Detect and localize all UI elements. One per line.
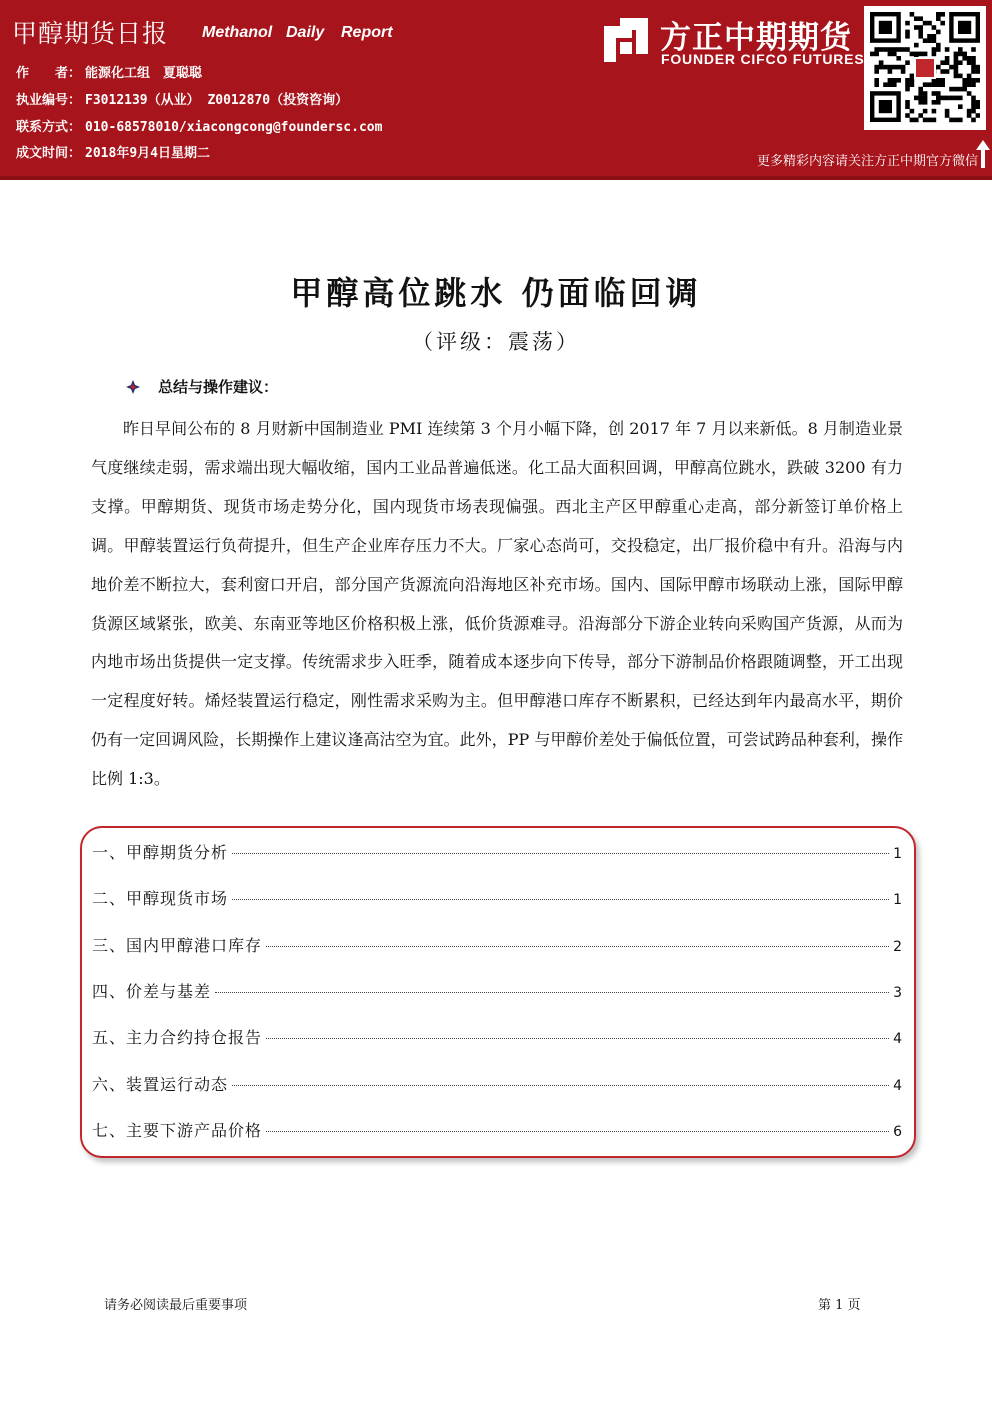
- toc-entry[interactable]: [92, 1118, 902, 1141]
- header-divider: [0, 176, 992, 180]
- logo-english-name: FOUNDER CIFCO FUTURES: [661, 51, 865, 67]
- toc-entry[interactable]: [92, 886, 902, 909]
- toc-entry-page: 4: [893, 1077, 902, 1094]
- author-line: [16, 62, 202, 81]
- english-title-word-2: Daily: [286, 24, 325, 41]
- report-title: 甲醇高位跳水 仍面临回调: [290, 274, 702, 312]
- english-title-word-3: Report: [341, 24, 393, 41]
- toc-dot-leader: [266, 1038, 889, 1039]
- license-line: [16, 89, 348, 108]
- toc-entry-title: 二、甲醇现货市场: [92, 889, 229, 909]
- table-of-contents: [80, 826, 916, 1158]
- toc-entry-title: 三、国内甲醇港口库存: [92, 935, 263, 955]
- toc-dot-leader: [232, 1085, 889, 1086]
- diamond-bullet-icon: [126, 380, 140, 394]
- report-rating: （评级：震荡）: [412, 330, 580, 354]
- toc-entry[interactable]: [92, 979, 902, 1002]
- follow-wechat-text: 更多精彩内容请关注方正中期官方微信: [756, 154, 978, 169]
- license-value: F3012139（从业） Z0012870（投资咨询）: [85, 93, 349, 108]
- toc-dot-leader: [266, 1131, 889, 1132]
- toc-entry-page: 4: [893, 1031, 902, 1048]
- toc-entry-title: 七、主要下游产品价格: [92, 1120, 263, 1140]
- toc-dot-leader: [232, 899, 889, 900]
- toc-dot-leader: [215, 992, 889, 993]
- toc-entry[interactable]: [92, 1025, 902, 1048]
- page-number: 第 1 页: [818, 1298, 861, 1313]
- toc-entry[interactable]: [92, 840, 902, 863]
- toc-entry[interactable]: [92, 1072, 902, 1095]
- toc-entry-page: 6: [893, 1123, 902, 1140]
- license-label: 执业编号：: [16, 93, 82, 108]
- report-header: [0, 0, 992, 176]
- summary-heading-text: 总结与操作建议：: [158, 378, 279, 396]
- summary-paragraph: 昨日早间公布的 8 月财新中国制造业 PMI 连续第 3 个月小幅下降，创 2017 年 7 月以来新低。8 月制造业景气度继续走弱，需求端出现大幅收缩，国内工业品普遍低迷。化工品大面积回调，甲醇高位跳水，跌破 3200 有力支撑。甲醇期货、现货市场走势分化，国内现货市场表现偏强。西北主产区甲醇重心走高，部分新签订单价格上调。甲醇装置运行负荷提升，但生产企业库存压力不大。厂家心态尚可，交投稳定，出厂报价稳中有升。沿海与内地价差不断拉大，套利窗口开启，部分国产货源流向沿海地区补充市场。国内、国际甲醇市场联动上涨，国际甲醇货源区域紧张，欧美、东南亚等地区价格积极上涨，低价货源难寻。沿海部分下游企业转向采购国产货源，从而为内地市场出货提供一定支撑。传统需求步入旺季，随着成本逐步向下传导，部分下游制品价格跟随调整，开工出现一定程度好转。烯烃装置运行稳定，刚性需求采购为主。但甲醇港口库存不断累积，已经达到年内最高水平，期价仍有一定回调风险，长期操作上建议逢高沽空为宜。此外，PP 与甲醇价差处于偏低位置，可尝试跨品种套利，操作比例 1:3。: [91, 419, 903, 789]
- toc-entry[interactable]: [92, 933, 902, 956]
- toc-dot-leader: [232, 853, 889, 854]
- author-label: 作 者：: [16, 66, 82, 81]
- english-title-word-1: Methanol: [202, 24, 273, 41]
- contact-line: [16, 116, 382, 135]
- report-series-title: 甲醇期货日报: [12, 19, 169, 48]
- toc-entry-page: 1: [893, 846, 902, 862]
- date-label: 成文时间：: [16, 146, 82, 161]
- logo-chinese-name: 方正中期期货: [660, 20, 852, 56]
- contact-label: 联系方式：: [16, 120, 82, 135]
- toc-entry-title: 一、甲醇期货分析: [92, 843, 229, 862]
- founder-logo-icon: [602, 16, 650, 64]
- summary-heading: [126, 376, 278, 397]
- toc-entry-page: 3: [893, 984, 902, 1001]
- toc-dot-leader: [266, 946, 889, 947]
- toc-entry-title: 五、主力合约持仓报告: [92, 1028, 263, 1048]
- company-logo: [602, 14, 865, 74]
- author-value: 能源化工组 夏聪聪: [85, 66, 203, 81]
- date-value: 2018年9月4日星期二: [85, 146, 210, 161]
- arrow-up-icon: [976, 140, 990, 168]
- qr-code-icon: [870, 12, 980, 124]
- toc-entry-page: 1: [893, 892, 902, 909]
- toc-entry-page: 2: [893, 938, 902, 955]
- date-line: [16, 142, 210, 161]
- toc-entry-title: 六、装置运行动态: [92, 1074, 229, 1094]
- contact-value: 010-68578010/xiacongcong@foundersc.com: [85, 120, 383, 135]
- footer-notice: 请务必阅读最后重要事项: [104, 1298, 248, 1313]
- toc-entry-title: 四、价差与基差: [92, 981, 212, 1001]
- wechat-qr-code: [864, 6, 986, 130]
